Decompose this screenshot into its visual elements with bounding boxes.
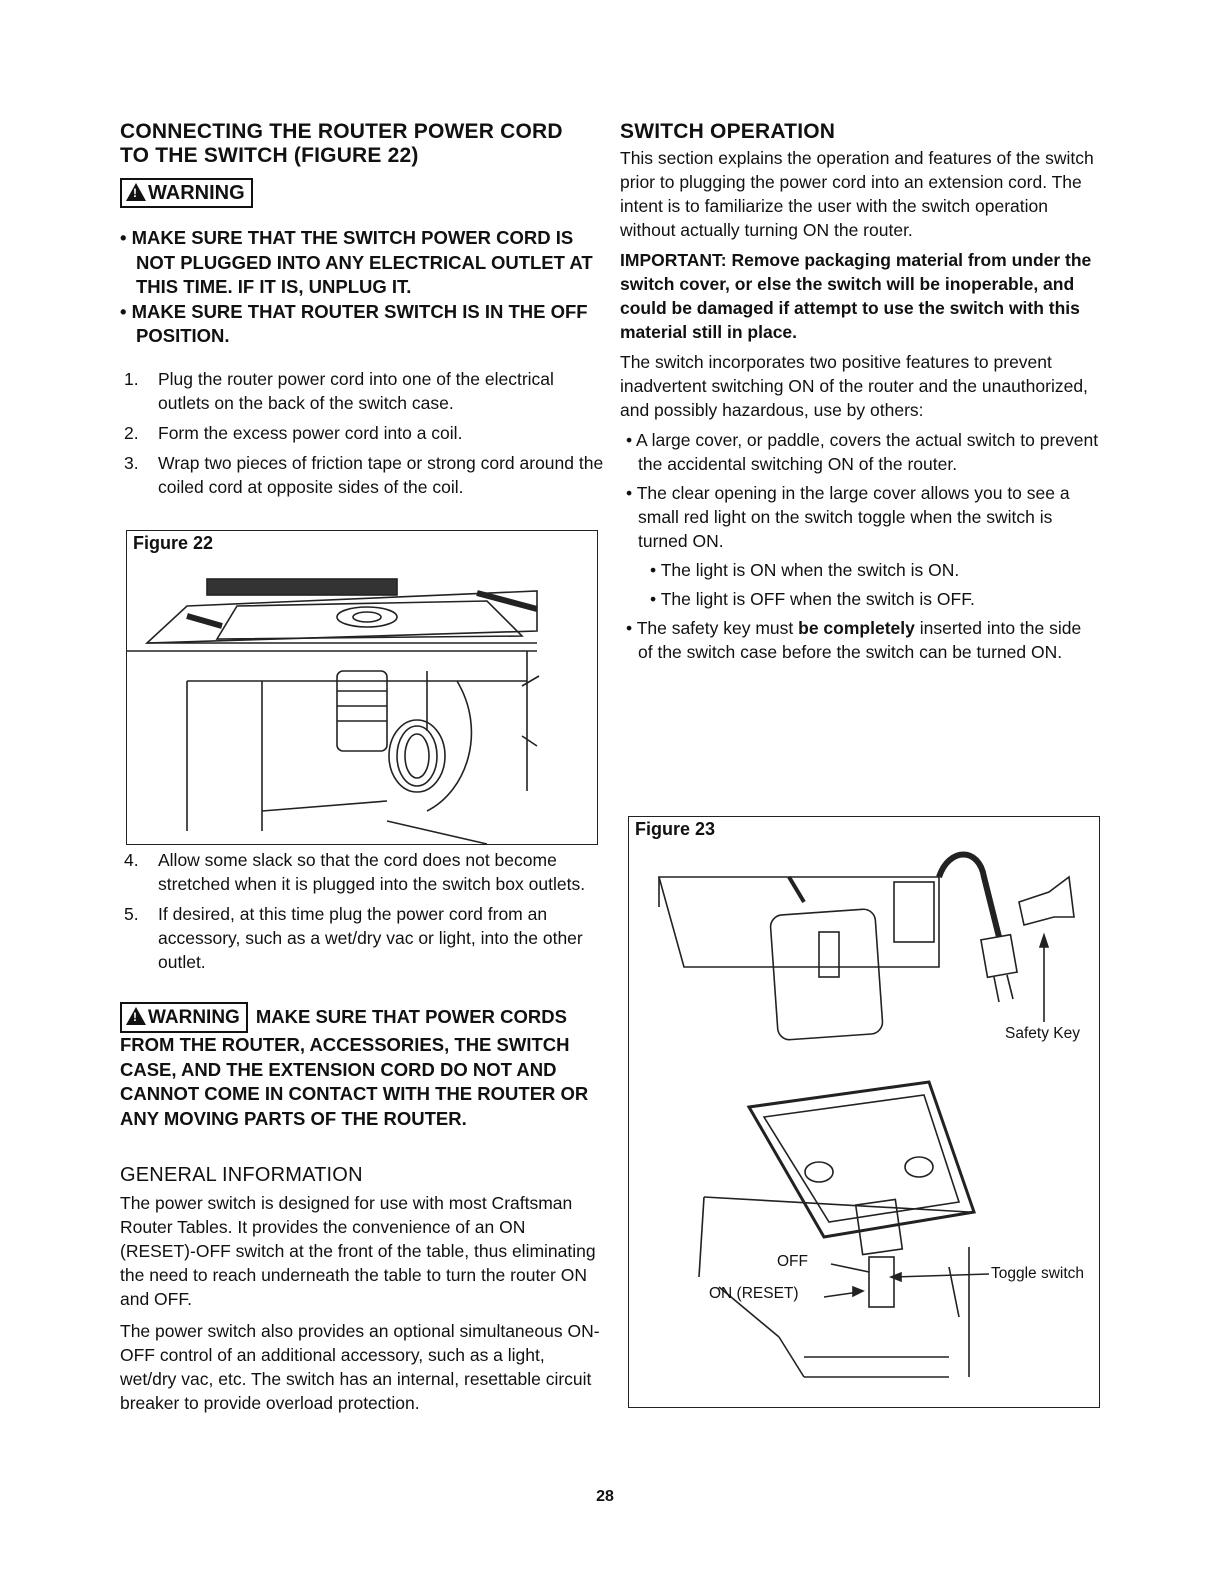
feature-bullet: • The clear opening in the large cover allows you to see a small red light on the switch toggle when the switch is turned ON. <box>620 481 1100 553</box>
figure-23-label: Figure 23 <box>635 819 716 839</box>
page-number: 28 <box>596 1488 614 1505</box>
step-item: 5. If desired, at this time plug the power cord from an accessory, such as a wet/dry vac or light, into the other outlet. <box>124 904 583 972</box>
feature-bullet: • The safety key must be completely inserted into the side of the switch case before the switch can be turned ON. <box>620 616 1100 664</box>
step-item: 3. Wrap two pieces of friction tape or strong cord around the coiled cord at opposite sides of the coil. <box>124 452 604 497</box>
general-paragraph-2: The power switch also provides an optional simultaneous ON-OFF control of an additional accessory, such as a light, wet/dry vac, etc. The switch has an internal, resettable circuit breaker to provide overload protection. <box>120 1321 600 1413</box>
switch-illustration <box>629 817 1099 1407</box>
warning-badge: !WARNING <box>120 178 253 208</box>
step-item: 4. Allow some slack so that the cord does not become stretched when it is plugged into the switch box outlets. <box>124 850 586 894</box>
switch-paragraph-1: This section explains the operation and features of the switch prior to plugging the power cord into an extension cord. The intent is to familiarize the user with the switch operation without actually turning ON the router. <box>620 148 1094 240</box>
callout-off: OFF <box>777 1253 808 1270</box>
steps-list-a <box>120 367 605 499</box>
warning-bullet: • MAKE SURE THAT ROUTER SWITCH IS IN THE OFF POSITION. <box>120 300 605 349</box>
step-item: 2. Form the excess power cord into a coil. <box>124 422 463 443</box>
right-column <box>620 120 1100 669</box>
router-table-illustration <box>127 531 597 844</box>
warning-triangle-icon <box>126 183 146 201</box>
switch-operation-heading: SWITCH OPERATION <box>620 120 836 143</box>
warning-cords-block: !WARNING MAKE SURE THAT POWER CORDS FROM THE ROUTER, ACCESSORIES, THE SWITCH CASE, AND THE EXTENSION CORD DO NOT AND CANNOT COME IN CONTACT WITH THE ROUTER OR ANY MOVING PARTS OF THE ROUTER. <box>120 1002 605 1131</box>
callout-safety-key: Safety Key <box>1005 1025 1080 1042</box>
step-item: 1. Plug the router power cord into one of the electrical outlets on the back of the switch case. <box>124 368 554 413</box>
steps-list-b <box>120 848 605 974</box>
left-column-lower <box>120 848 605 1415</box>
feature-sub-bullet: • The light is ON when the switch is ON. <box>620 558 1100 582</box>
left-column <box>120 120 605 505</box>
warning-badge: !WARNING <box>120 1002 248 1033</box>
warning-bullet: • MAKE SURE THAT THE SWITCH POWER CORD IS NOT PLUGGED INTO ANY ELECTRICAL OUTLET AT THIS TIME. IF IT IS, UNPLUG IT. <box>120 226 605 300</box>
section-heading-connecting: CONNECTING THE ROUTER POWER CORD TO THE SWITCH (FIGURE 22) <box>120 120 563 167</box>
important-note: IMPORTANT: Remove packaging material from under the switch cover, or else the switch will be inoperable, and could be damaged if attempt to use the switch with this material still in place. <box>620 250 1092 342</box>
figure-23 <box>628 816 1100 1408</box>
feature-bullet: • A large cover, or paddle, covers the actual switch to prevent the accidental switching ON of the router. <box>620 428 1100 476</box>
callout-on-reset: ON (RESET) <box>709 1285 799 1302</box>
warning-bullet-list <box>120 226 605 349</box>
feature-sub-bullet: • The light is OFF when the switch is OFF. <box>620 587 1100 611</box>
general-paragraph-1: The power switch is designed for use with most Craftsman Router Tables. It provides the convenience of an ON (RESET)-OFF switch at the front of the table, thus eliminating the need to reach underneath the table to turn the router ON and OFF. <box>120 1193 596 1309</box>
switch-feature-list <box>620 428 1100 664</box>
warning-triangle-icon <box>126 1007 146 1025</box>
figure-22 <box>126 530 598 845</box>
general-information-heading: GENERAL INFORMATION <box>120 1164 363 1186</box>
figure-22-label: Figure 22 <box>133 533 214 553</box>
callout-toggle-switch: Toggle switch <box>991 1265 1085 1282</box>
switch-paragraph-2: The switch incorporates two positive features to prevent inadvertent switching ON of the router and the unauthorized, and possibly hazardous, use by others: <box>620 352 1088 420</box>
